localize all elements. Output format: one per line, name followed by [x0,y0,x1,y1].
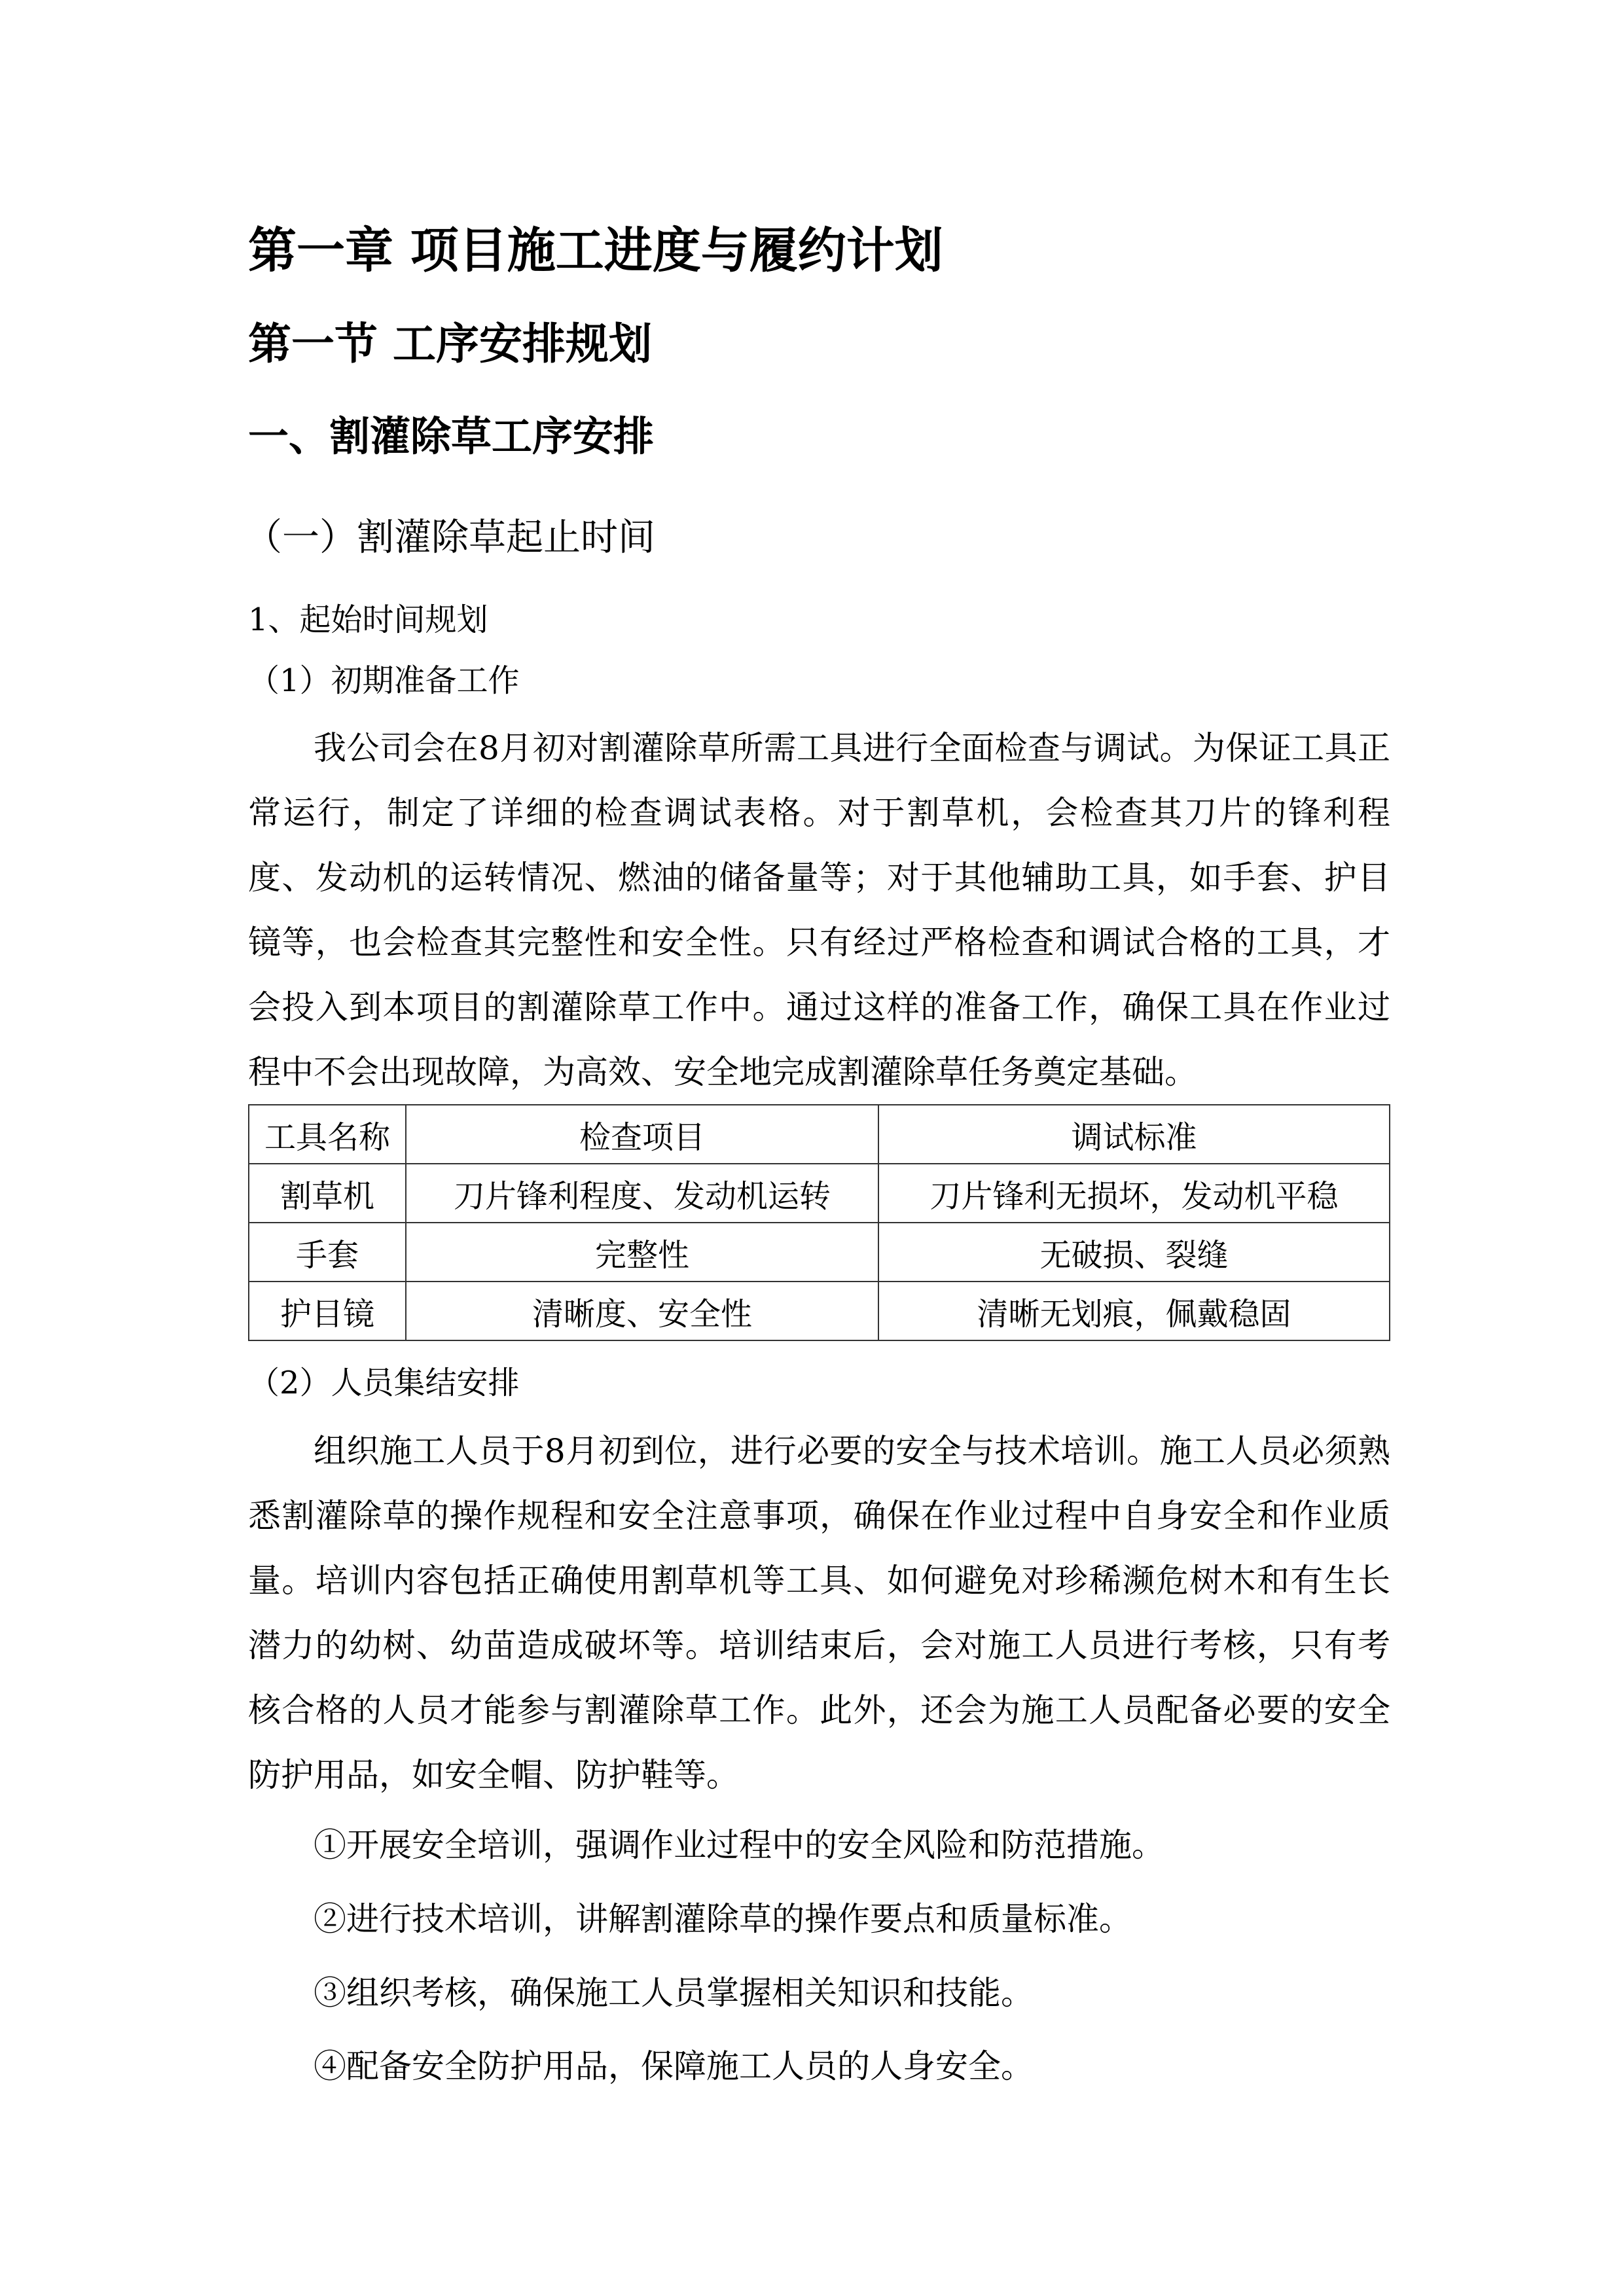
part2-paragraph: 组织施工人员于8月初到位，进行必要的安全与技术培训。施工人员必须熟悉割灌除草的操作规程和安全注意事项，确保在作业过程中自身安全和作业质量。培训内容包括正确使用割草机等工具、如何避免对珍稀濒危树木和有生长潜力的幼树、幼苗造成破坏等。培训结束后，会对施工人员进行考核，只有考核合格的人员才能参与割灌除草工作。此外，还会为施工人员配备必要的安全防护用品，如安全帽、防护鞋等。 [248,1432,1390,1794]
table-row [249,1282,1390,1340]
tool-inspection-table [248,1104,1390,1341]
table-cell: 刀片锋利程度、发动机运转 [406,1164,878,1223]
table-cell: 刀片锋利无损坏，发动机平稳 [878,1164,1390,1223]
table-cell: 完整性 [406,1223,878,1282]
table-row [249,1223,1390,1282]
part1-paragraph: 我公司会在8月初对割灌除草所需工具进行全面检查与调试。为保证工具正常运行，制定了详细的检查调试表格。对于割草机，会检查其刀片的锋利程度、发动机的运转情况、燃油的储备量等；对于其他辅助工具，如手套、护目镜等，也会检查其完整性和安全性。只有经过严格检查和调试合格的工具，才会投入到本项目的割灌除草工作中。通过这样的准备工作，确保工具在作业过程中不会出现故障，为高效、安全地完成割灌除草任务奠定基础。 [248,729,1390,1091]
table-cell: 护目镜 [249,1282,406,1340]
list-item: ②进行技术培训，讲解割灌除草的操作要点和质量标准。 [314,1900,1132,1938]
list-item: ③组织考核，确保施工人员掌握相关知识和技能。 [314,1974,1034,2012]
table-cell: 手套 [249,1223,406,1282]
sub-subsection-title: （一）割灌除草起止时间 [245,516,655,559]
item-title: 1、起始时间规划 [248,601,488,638]
section-title: 第一节 工序安排规划 [248,318,652,369]
header-cell: 调试标准 [878,1105,1390,1164]
part2-title: （2）人员集结安排 [248,1365,520,1401]
part1-title: （1）初期准备工作 [248,662,520,699]
subsection-title: 一、割灌除草工序安排 [248,412,655,460]
header-cell: 工具名称 [249,1105,406,1164]
chapter-title: 第一章 项目施工进度与履约计划 [248,223,943,279]
table-cell: 清晰无划痕，佩戴稳固 [878,1282,1390,1340]
table-header-row [249,1105,1390,1164]
header-cell: 检查项目 [406,1105,878,1164]
table-cell: 割草机 [249,1164,406,1223]
list-item: ④配备安全防护用品，保障施工人员的人身安全。 [314,2047,1034,2085]
table-cell: 无破损、裂缝 [878,1223,1390,1282]
list-item: ①开展安全培训，强调作业过程中的安全风险和防范措施。 [314,1826,1164,1864]
table-row [249,1164,1390,1223]
table-cell: 清晰度、安全性 [406,1282,878,1340]
